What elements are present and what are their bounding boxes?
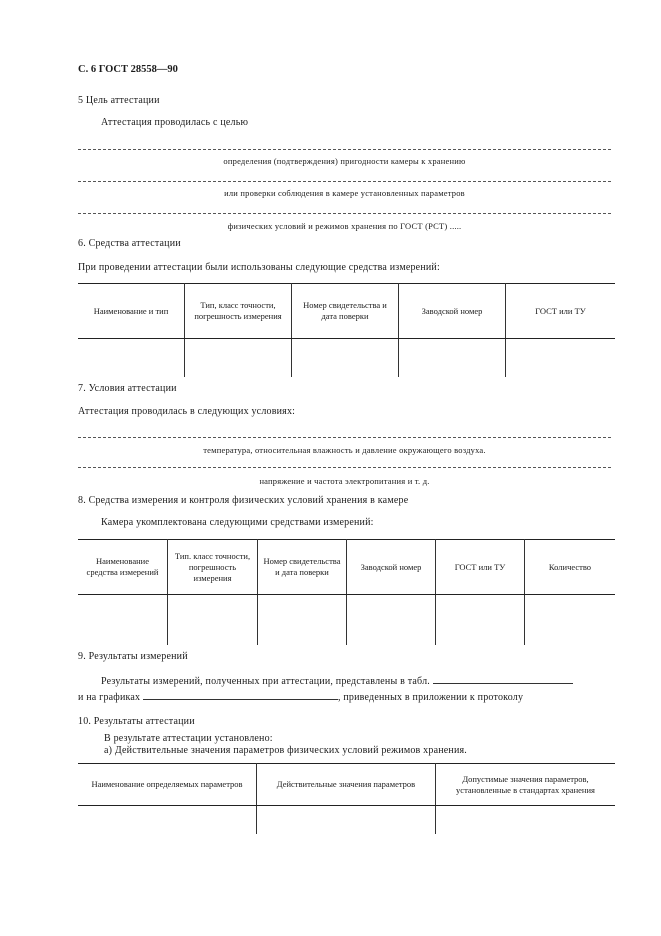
fill-line <box>433 674 573 684</box>
line-caption: определения (подтверждения) пригодности камеры к хранению <box>223 156 466 166</box>
table-row <box>78 806 615 834</box>
column-header: Номер свидетельства и дата поверки <box>258 540 347 595</box>
column-header: Заводской номер <box>399 284 506 339</box>
section-9-line-2 <box>78 690 523 703</box>
column-header: Наименование средства измерений <box>78 540 168 595</box>
section-6-heading: 6. Средства аттестации <box>78 238 181 249</box>
section-5-intro: Аттестация проводилась с целью <box>101 117 249 128</box>
section-5-heading: 5 Цель аттестации <box>78 95 160 106</box>
section-9-line-1 <box>101 674 573 687</box>
column-header: Допустимые значения параметров, установленные в стандартах хранения <box>436 764 616 806</box>
line-caption: или проверки соблюдения в камере установленных параметров <box>224 188 465 198</box>
fill-line <box>78 149 611 150</box>
fill-line <box>78 181 611 182</box>
section-9-heading: 9. Результаты измерений <box>78 651 188 662</box>
column-header: Заводской номер <box>347 540 436 595</box>
column-header: Наименование и тип <box>78 284 185 339</box>
chamber-instruments-table <box>78 539 615 645</box>
column-header: ГОСТ или ТУ <box>436 540 525 595</box>
section-9-text: , приведенных в приложении к протоколу <box>337 692 524 703</box>
column-header: Наименование определяемых параметров <box>78 764 257 806</box>
section-10-intro: В результате аттестации установлено: <box>104 733 273 744</box>
table-row <box>78 595 615 645</box>
section-9-text: Результаты измерений, полученных при аттестации, представлены в табл. <box>101 676 430 687</box>
fill-line <box>143 690 338 700</box>
column-header: Количество <box>525 540 616 595</box>
line-caption: напряжение и частота электропитания и т. д. <box>259 476 430 486</box>
column-header: Тип, класс точности, погрешность измерения <box>185 284 292 339</box>
fill-line <box>78 467 611 468</box>
section-8-heading: 8. Средства измерения и контроля физических условий хранения в камере <box>78 495 409 506</box>
column-header: Тип. класс точности, погрешность измерения <box>168 540 258 595</box>
table-row <box>78 339 615 377</box>
section-8-intro: Камера укомплектована следующими средствами измерений: <box>101 517 374 528</box>
measurement-tools-table <box>78 283 615 377</box>
column-header: Номер свидетельства и дата поверки <box>292 284 399 339</box>
section-7-intro: Аттестация проводилась в следующих условиях: <box>78 406 296 417</box>
section-10-item-a: а) Действительные значения параметров физических условий режимов хранения. <box>104 745 468 756</box>
fill-line <box>78 213 611 214</box>
section-6-intro: При проведении аттестации были использованы следующие средства измерений: <box>78 262 440 273</box>
section-7-heading: 7. Условия аттестации <box>78 383 177 394</box>
section-9-text: и на графиках <box>78 692 141 703</box>
fill-line <box>78 437 611 438</box>
section-10-heading: 10. Результаты аттестации <box>78 716 195 727</box>
line-caption: температура, относительная влажность и давление окружающего воздуха. <box>203 445 486 455</box>
page-title: С. 6 ГОСТ 28558—90 <box>78 64 178 75</box>
column-header: Действительные значения параметров <box>257 764 436 806</box>
column-header: ГОСТ или ТУ <box>506 284 616 339</box>
line-caption: физических условий и режимов хранения по ГОСТ (РСТ) ..... <box>227 221 462 231</box>
results-table <box>78 763 615 834</box>
